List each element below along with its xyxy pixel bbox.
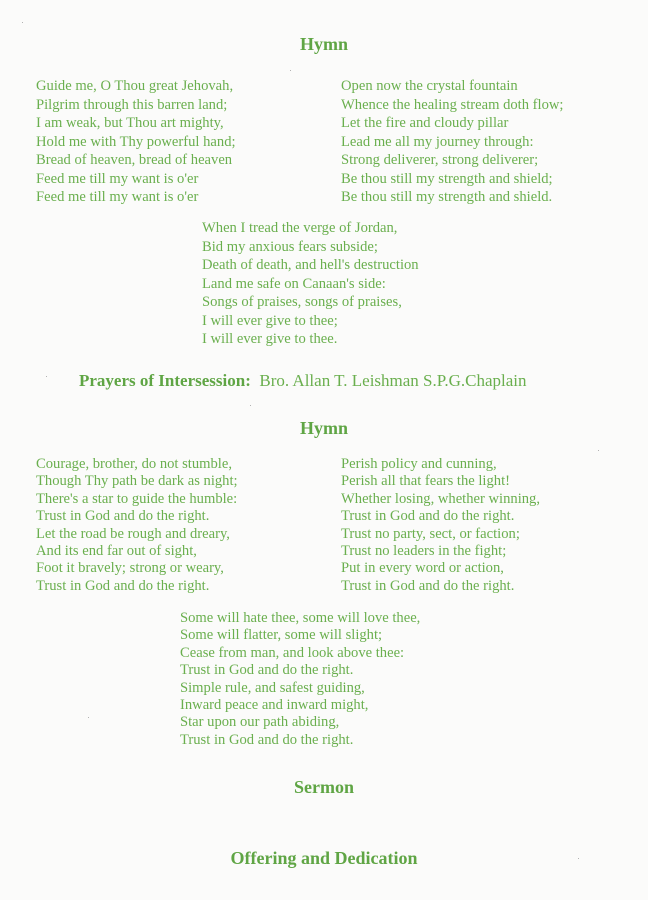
hymn-2-verse-2 xyxy=(341,456,540,595)
verse-line: Whence the healing stream doth flow; xyxy=(341,96,564,113)
prayers-label: Prayers of Intersession xyxy=(79,371,246,390)
verse-line: Trust in God and do the right. xyxy=(341,577,515,594)
verse-line: Though Thy path be dark as night; xyxy=(36,473,238,490)
prayers-leader: Bro. Allan T. Leishman S.P.G.Chaplain xyxy=(259,371,527,390)
offering-title: Offering and Dedication xyxy=(230,848,418,868)
verse-line: Let the fire and cloudy pillar xyxy=(341,115,509,131)
paper-speck xyxy=(22,22,23,23)
verse-line: Let the road be rough and dreary, xyxy=(36,525,230,542)
hymn-2-verse-3 xyxy=(180,610,420,749)
verse-line: Perish policy and cunning, xyxy=(341,456,497,472)
verse-line: There's a star to guide the humble: xyxy=(36,490,238,507)
verse-line: Land me safe on Canaan's side: xyxy=(202,275,386,292)
hymn-1-title: Hymn xyxy=(299,34,348,54)
verse-line: Trust no leaders in the fight; xyxy=(341,543,507,560)
verse-line: Trust in God and do the right. xyxy=(341,508,515,525)
hymn-1-verse-3 xyxy=(202,219,419,349)
verse-line: Hold me with Thy powerful hand; xyxy=(36,133,236,150)
verse-line: Put in every word or action, xyxy=(341,560,504,577)
verse-line: Courage, brother, do not stumble, xyxy=(36,456,232,472)
verse-line: Cease from man, and look above thee: xyxy=(180,644,405,661)
verse-line: I am weak, but Thou art mighty, xyxy=(36,115,224,131)
verse-line: Foot it bravely; strong or weary, xyxy=(36,560,224,577)
verse-line: I will ever give to thee. xyxy=(202,331,338,347)
verse-line: I will ever give to thee; xyxy=(202,312,338,329)
verse-line: When I tread the verge of Jordan, xyxy=(202,220,398,236)
verse-line: Be thou still my strength and shield; xyxy=(341,170,553,187)
verse-line: Perish all that fears the light! xyxy=(341,473,510,490)
verse-line: Trust in God and do the right. xyxy=(180,731,354,748)
verse-line: Whether losing, whether winning, xyxy=(341,490,540,507)
hymn-2-title: Hymn xyxy=(299,418,348,438)
verse-line: Feed me till my want is o'er xyxy=(36,189,199,205)
paper-speck xyxy=(88,717,89,718)
verse-line: Lead me all my journey through: xyxy=(341,133,534,150)
verse-line: And its end far out of sight, xyxy=(36,543,197,560)
verse-line: Songs of praises, songs of praises, xyxy=(202,294,402,310)
verse-line: Trust in God and do the right. xyxy=(36,577,210,594)
verse-line: Simple rule, and safest guiding, xyxy=(180,679,365,696)
verse-line: Death of death, and hell's destruction xyxy=(202,257,419,273)
verse-line: Pilgrim through this barren land; xyxy=(36,96,228,113)
verse-line: Trust in God and do the right. xyxy=(180,662,354,679)
verse-line: Trust no party, sect, or faction; xyxy=(341,525,520,542)
verse-line: Be thou still my strength and shield. xyxy=(341,189,553,205)
verse-line: Some will hate thee, some will love thee, xyxy=(180,610,421,626)
paper-speck xyxy=(46,376,47,377)
verse-line: Trust in God and do the right. xyxy=(36,508,210,525)
paper-speck xyxy=(290,70,291,71)
prayers-separator: : xyxy=(245,371,251,390)
verse-line: Open now the crystal fountain xyxy=(341,78,518,94)
verse-line: Bid my anxious fears subside; xyxy=(202,238,378,255)
verse-line: Bread of heaven, bread of heaven xyxy=(36,152,233,168)
hymn-1-verse-1 xyxy=(36,77,236,207)
sermon-title: Sermon xyxy=(294,777,354,797)
paper-speck xyxy=(598,450,599,451)
paper-speck xyxy=(250,405,251,406)
prayers-line xyxy=(79,371,527,391)
verse-line: Feed me till my want is o'er xyxy=(36,170,199,187)
verse-line: Inward peace and inward might, xyxy=(180,697,369,714)
hymn-1-verse-2 xyxy=(341,77,563,207)
verse-line: Star upon our path abiding, xyxy=(180,714,340,731)
verse-line: Strong deliverer, strong deliverer; xyxy=(341,152,539,168)
hymn-2-verse-1 xyxy=(36,456,238,595)
verse-line: Some will flatter, some will slight; xyxy=(180,627,383,644)
verse-line: Guide me, O Thou great Jehovah, xyxy=(36,78,234,94)
